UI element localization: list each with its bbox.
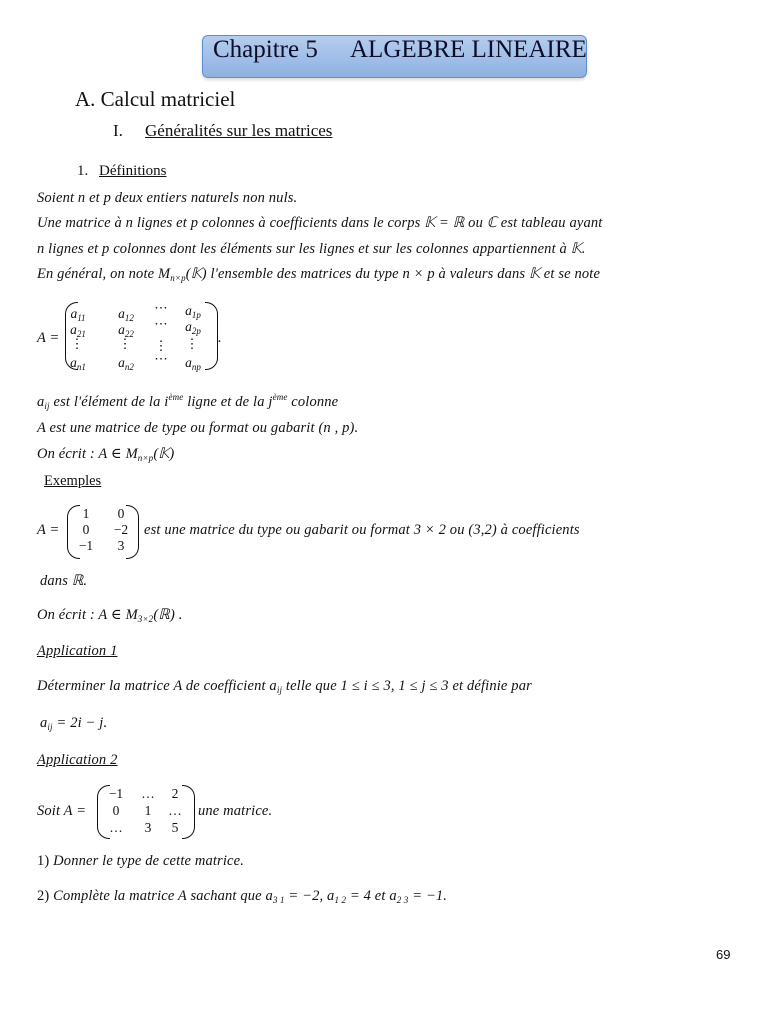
matrix-cell: 0 — [82, 522, 90, 537]
matrix-cell: −1 — [108, 786, 124, 801]
matrix-cell: ⋯ — [154, 351, 168, 366]
chapter-number: Chapitre 5 — [213, 36, 318, 63]
page-number: 69 — [716, 947, 731, 962]
text-line-3: n lignes et p colonnes dont les éléments sur les lignes et sur les colonnes appartiennent à 𝕂. — [37, 241, 586, 257]
matrix-cell: $a_{np}$ — [185, 355, 201, 372]
question-1: 1) Donner le type de cette matrice. — [37, 853, 244, 869]
matrix-cell: … — [168, 803, 182, 818]
on-ecrit-line: On écrit : A ∈ $M_{n\times p}(𝕂)$ — [37, 446, 175, 463]
text-line-4: En général, on note $M_{n\times p}(𝕂)$ l'ensemble des matrices du type n × p à valeurs dans 𝕂 et se note — [37, 266, 601, 283]
matrix-cell: ⋮ — [154, 338, 168, 353]
chapter-title-box — [202, 35, 587, 78]
subsection-number: 1. — [77, 163, 89, 179]
matrix-cell: 0 — [117, 506, 125, 521]
matrix-cell: $a_{1p}$ — [185, 303, 201, 320]
matrix-cell: ⋮ — [70, 336, 84, 351]
example-description: est une matrice du type ou gabarit ou format 3 × 2 ou (3,2) à coefficients — [144, 522, 580, 538]
application-2-heading: Application 2 — [37, 752, 118, 768]
section-i-title: Généralités sur les matrices — [145, 121, 333, 140]
dans-r-line: dans ℝ. — [40, 573, 88, 589]
application-1-text: Déterminer la matrice A de coefficient $a_{ij}$ telle que 1 ≤ i ≤ 3, 1 ≤ j ≤ 3 et définie par — [37, 678, 532, 695]
aij-definition-line: $a_{ij}$ est l'élément de la $i^{ème}$ ligne et de la $j^{ème}$ colonne — [37, 392, 339, 411]
matrix-general-lhs: A = — [37, 330, 60, 346]
section-a-heading: A. Calcul matriciel — [75, 87, 236, 111]
matrix-cell: … — [141, 786, 155, 801]
une-matrice-label: une matrice. — [198, 803, 273, 819]
matrix-cell: $a_{n1}$ — [70, 355, 86, 372]
matrix-cell: $a_{12}$ — [118, 306, 134, 323]
matrix-general-tail: . — [218, 330, 222, 346]
text-line-2: Une matrice à n lignes et p colonnes à coefficients dans le corps 𝕂 = ℝ ou ℂ est tableau ayant — [37, 215, 603, 231]
matrix-cell: 1 — [144, 803, 152, 818]
soit-a-label: Soit A = — [37, 803, 87, 819]
question-2: 2) Complète la matrice A sachant que $a_{3 1} = -2$, $a_{1 2} = 4$ et $a_{2 3} = -1$. — [37, 888, 448, 905]
matrix-cell: ⋮ — [118, 336, 132, 351]
matrix-cell: ⋯ — [154, 316, 168, 331]
on-ecrit-example-line: On écrit : A ∈ $M_{3\times 2}(ℝ)$ . — [37, 607, 183, 624]
matrix-cell: $a_{2p}$ — [185, 319, 201, 336]
matrix-example-lhs: A = — [37, 522, 60, 538]
text-line-1: Soient n et p deux entiers naturels non nuls. — [37, 190, 298, 206]
matrix-cell: −2 — [113, 522, 129, 537]
matrix-cell: … — [109, 820, 123, 835]
type-line: A est une matrice de type ou format ou gabarit (n , p). — [37, 420, 359, 436]
matrix-cell: 5 — [171, 820, 179, 835]
subsection-title: Définitions — [99, 163, 167, 179]
matrix-cell: 0 — [112, 803, 120, 818]
examples-heading: Exemples — [44, 473, 102, 489]
chapter-title: ALGEBRE LINEAIRE — [350, 36, 587, 63]
matrix-cell: −1 — [78, 538, 94, 553]
matrix-cell: $a_{n2}$ — [118, 355, 134, 372]
matrix-cell: $a_{22}$ — [118, 322, 134, 339]
matrix-cell: $a_{21}$ — [70, 322, 86, 339]
matrix-cell: ⋮ — [185, 336, 199, 351]
application-1-definition: $a_{ij} = 2i - j$. — [40, 715, 108, 732]
application-1-heading: Application 1 — [37, 643, 118, 659]
matrix-cell: ⋯ — [154, 300, 168, 315]
matrix-cell: 1 — [82, 506, 90, 521]
matrix-cell: 3 — [144, 820, 152, 835]
matrix-cell: $a_{11}$ — [70, 306, 86, 323]
matrix-cell: 2 — [171, 786, 179, 801]
section-i-number: I. — [113, 121, 123, 140]
matrix-cell: 3 — [117, 538, 125, 553]
